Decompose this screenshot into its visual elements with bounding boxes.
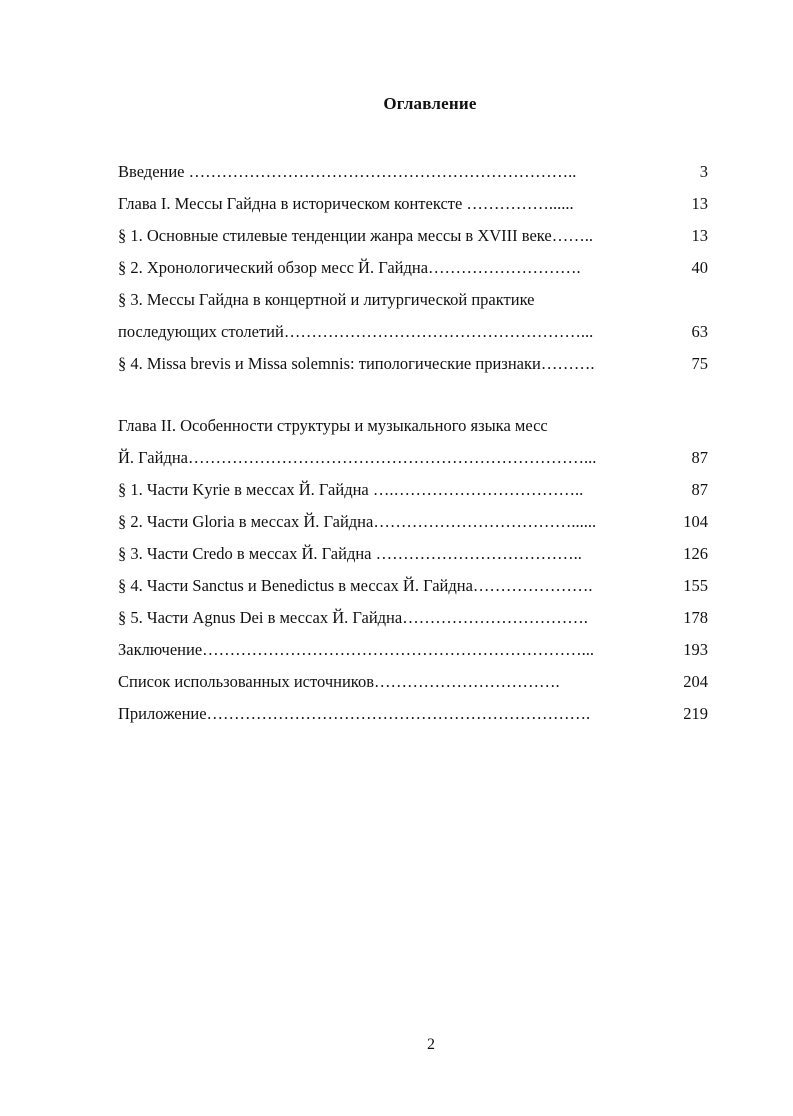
toc-entry-label: § 4. Части Sanctus и Benedictus в мессах Й. Гайдна…………………. — [118, 576, 593, 595]
toc-entry-label: § 2. Хронологический обзор месс Й. Гайдна………………………. — [118, 258, 581, 277]
table-of-contents — [118, 160, 708, 734]
toc-entry-page: 87 — [691, 480, 708, 499]
toc-entry-page: 13 — [691, 226, 708, 245]
toc-entry-introduction[interactable] — [118, 160, 708, 192]
toc-entry-appendix[interactable] — [118, 702, 708, 734]
toc-entry-ch1-section-1[interactable] — [118, 224, 708, 256]
toc-entry-ch2-section-5[interactable] — [118, 606, 708, 638]
toc-entry-label: Глава I. Мессы Гайдна в историческом контексте ……………...... — [118, 194, 574, 213]
toc-entry-label: последующих столетий………………………………………………... — [118, 322, 594, 341]
toc-entry-label: § 2. Части Gloria в мессах Й. Гайдна………………………………...... — [118, 512, 597, 531]
toc-entry-label: Список использованных источников……………………………. — [118, 672, 560, 691]
toc-entry-label: § 4. Missa brevis и Missa solemnis: типологические признаки………. — [118, 354, 595, 373]
toc-entry-chapter-2-cont[interactable] — [118, 446, 708, 478]
toc-entry-label: Й. Гайдна………………………………………………………………... — [118, 448, 597, 467]
toc-entry-label: Глава II. Особенности структуры и музыкального языка месс — [118, 416, 548, 435]
toc-entry-page: 204 — [683, 672, 708, 691]
toc-entry-ch1-section-3[interactable] — [118, 288, 708, 320]
toc-entry-conclusion[interactable] — [118, 638, 708, 670]
toc-entry-label: Введение …………………………………………………………….. — [118, 162, 577, 181]
toc-title: Оглавление — [383, 94, 477, 113]
toc-entry-page: 40 — [691, 258, 708, 277]
toc-entry-label: Приложение……………………………………………………………. — [118, 704, 591, 723]
toc-entry-label: § 3. Мессы Гайдна в концертной и литургической практике — [118, 290, 535, 309]
toc-entry-ch1-section-4[interactable] — [118, 352, 708, 384]
toc-entry-page: 219 — [683, 704, 708, 723]
toc-entry-ch2-section-1[interactable] — [118, 478, 708, 510]
toc-entry-chapter-2[interactable] — [118, 414, 708, 446]
toc-entry-page: 193 — [683, 640, 708, 659]
toc-entry-label: § 3. Части Credo в мессах Й. Гайдна ……………………………….. — [118, 544, 582, 563]
toc-entry-label: § 1. Части Kyrie в мессах Й. Гайдна ….…………………………….. — [118, 480, 584, 499]
toc-entry-label: § 1. Основные стилевые тенденции жанра мессы в XVIII веке…….. — [118, 226, 593, 245]
toc-entry-page: 126 — [683, 544, 708, 563]
toc-entry-ch2-section-2[interactable] — [118, 510, 708, 542]
toc-entry-label: § 5. Части Agnus Dei в мессах Й. Гайдна……………………………. — [118, 608, 588, 627]
toc-entry-page: 13 — [691, 194, 708, 213]
toc-entry-ch2-section-4[interactable] — [118, 574, 708, 606]
toc-entry-label: Заключение……………………………………………………………... — [118, 640, 595, 659]
toc-entry-page: 63 — [691, 322, 708, 341]
toc-entry-page: 75 — [691, 354, 708, 373]
chapter-spacer — [118, 384, 708, 414]
toc-entry-ch2-section-3[interactable] — [118, 542, 708, 574]
toc-entry-bibliography[interactable] — [118, 670, 708, 702]
toc-entry-page: 178 — [683, 608, 708, 627]
toc-entry-page: 87 — [691, 448, 708, 467]
toc-entry-page: 104 — [683, 512, 708, 531]
page-number: 2 — [427, 1036, 435, 1053]
toc-entry-page: 155 — [683, 576, 708, 595]
toc-entry-ch1-section-3-cont[interactable] — [118, 320, 708, 352]
toc-entry-ch1-section-2[interactable] — [118, 256, 708, 288]
toc-entry-chapter-1[interactable] — [118, 192, 708, 224]
toc-entry-page: 3 — [699, 162, 708, 181]
